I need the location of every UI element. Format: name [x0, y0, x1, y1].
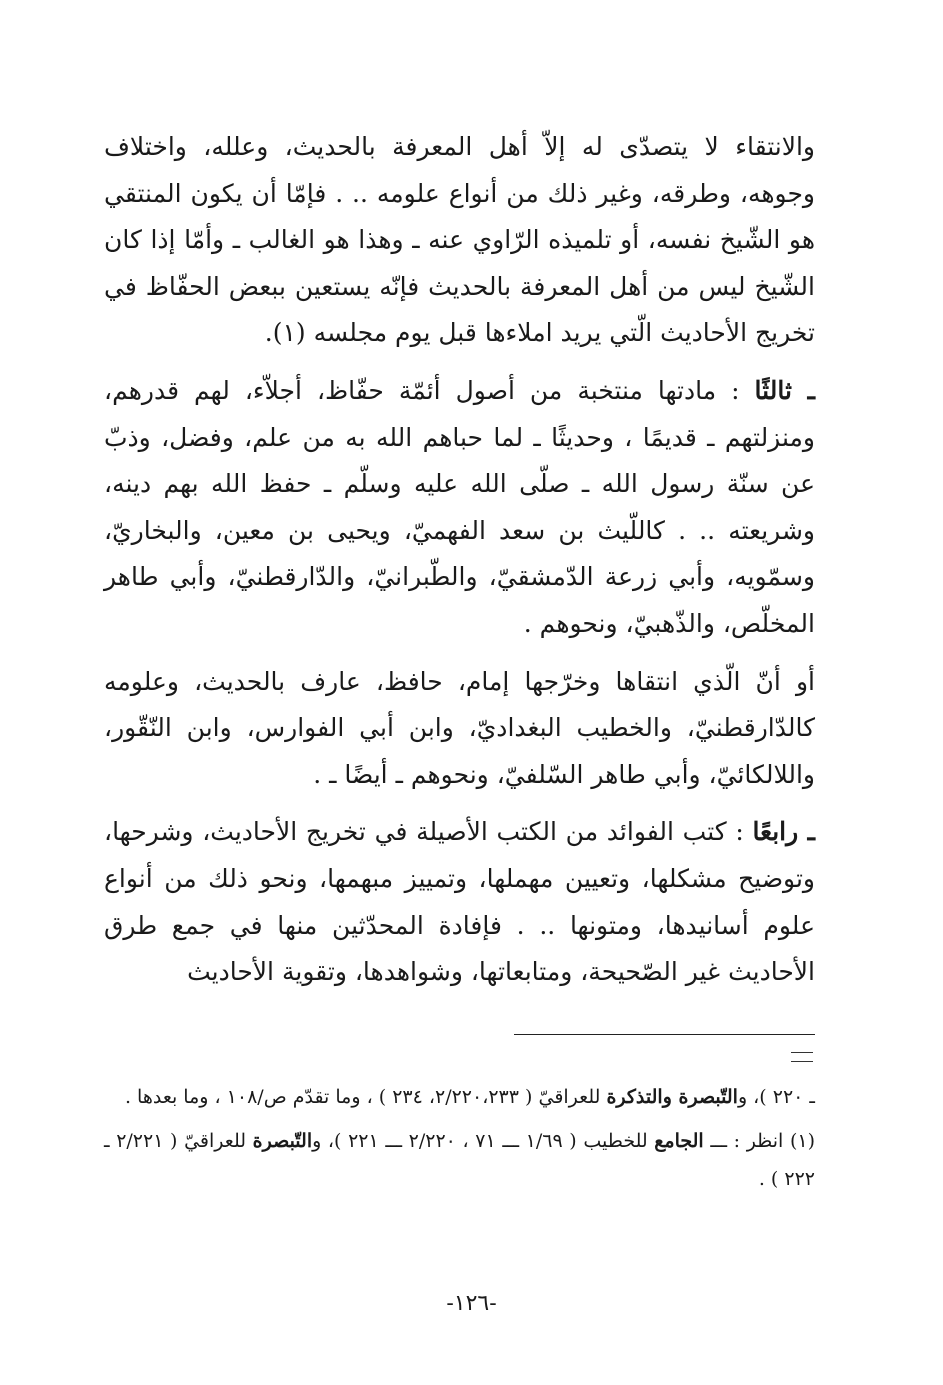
footnote-separator — [514, 1034, 815, 1035]
book-title: الجامع — [654, 1130, 704, 1152]
continuation-mark — [791, 1052, 813, 1062]
paragraph-text: : مادتها منتخبة من أصول أئمّة حفّاظ، أجلاّء، لهم قدرهم، ومنزلتهم ـ قديمًا ، وحديثًا ـ لما حباهم الله به من علم، وفضل، وذبّ عن سنّة رسول الله ـ صلّى الله عليه وسلّم ـ حفظ الله بهم دينه، وشريعته .. . كاللّيث بن سعد الفهميّ، ويحيى بن معين، والبخاريّ، وسمّويه، وأبي زرعة الدّمشقيّ، والطّبرانيّ، والدّارقطنيّ، وأبي طاهر المخلّص، والذّهبيّ، ونحوهم . — [104, 375, 815, 638]
main-text — [104, 124, 815, 1007]
paragraph-text: أو أنّ الّذي انتقاها وخرّجها إمام، حافظ، عارف بالحديث، وعلومه كالدّارقطنيّ، والخطيب البغداديّ، وابن أبي الفوارس، وابن النّقّور، واللالكائيّ، وأبي طاهر السّلفيّ، ونحوهم ـ أيضًا ـ . — [104, 666, 815, 789]
book-title: التّبصرة والتذكرة — [606, 1086, 738, 1108]
paragraph-3 — [104, 659, 815, 799]
paragraph-2 — [104, 368, 815, 648]
paragraph-lead: ـ رابعًا — [752, 817, 816, 847]
footnote-text: ـ ٢٢٠ )، و — [737, 1086, 815, 1108]
footnote-text: (١) انظر : ـــ — [703, 1130, 816, 1152]
paragraph-lead: ـ ثالثًا — [754, 375, 815, 405]
page-number: -١٢٦- — [446, 1291, 497, 1316]
footnote-text: للعراقيّ ( ٢/٢٢٠،٢٣٣، ٢٣٤ ) ، وما تقدّم ص/١٠٨ ، وما بعدها . — [124, 1086, 607, 1108]
footnote-1 — [104, 1122, 815, 1198]
paragraph-4 — [104, 809, 815, 995]
paragraph-1 — [104, 124, 815, 357]
footnote-text: للخطيب ( ١/٦٩ ـــ ٧١ ، ٢/٢٢٠ ـــ ٢٢١ )، و — [312, 1130, 655, 1152]
footnotes — [104, 1078, 815, 1204]
footnote-continued — [104, 1078, 815, 1116]
paragraph-text: : كتب الفوائد من الكتب الأصيلة في تخريج الأحاديث، وشرحها، وتوضيح مشكلها، وتعيين مهملها، وتمييز مبهمها، ونحو ذلك من أنواع علوم أسانيدها، ومتونها .. . فإفادة المحدّثين منها في جمع طرق الأحاديث غير الصّحيحة، ومتابعاتها، وشواهدها، وتقوية الأحاديث — [104, 817, 815, 987]
footnote-text: للعراقيّ ( ٢/٢٢١ ـ ٢٢٢ ) . — [104, 1130, 815, 1190]
book-title: التّبصرة — [252, 1130, 313, 1152]
paragraph-text: والانتقاء لا يتصدّى له إلاّ أهل المعرفة بالحديث، وعلله، واختلاف وجوهه، وطرقه، وغير ذلك من أنواع علومه .. . فإمّا أن يكون المنتقي هو الشّيخ نفسه، أو تلميذه الرّاوي عنه ـ وهذا هو الغالب ـ وأمّا إذا كان الشّيخ ليس من أهل المعرفة بالحديث فإنّه يستعين ببعض الحفّاظ في تخريج الأحاديث الّتي يريد املاءها قبل يوم مجلسه (١). — [104, 132, 815, 348]
